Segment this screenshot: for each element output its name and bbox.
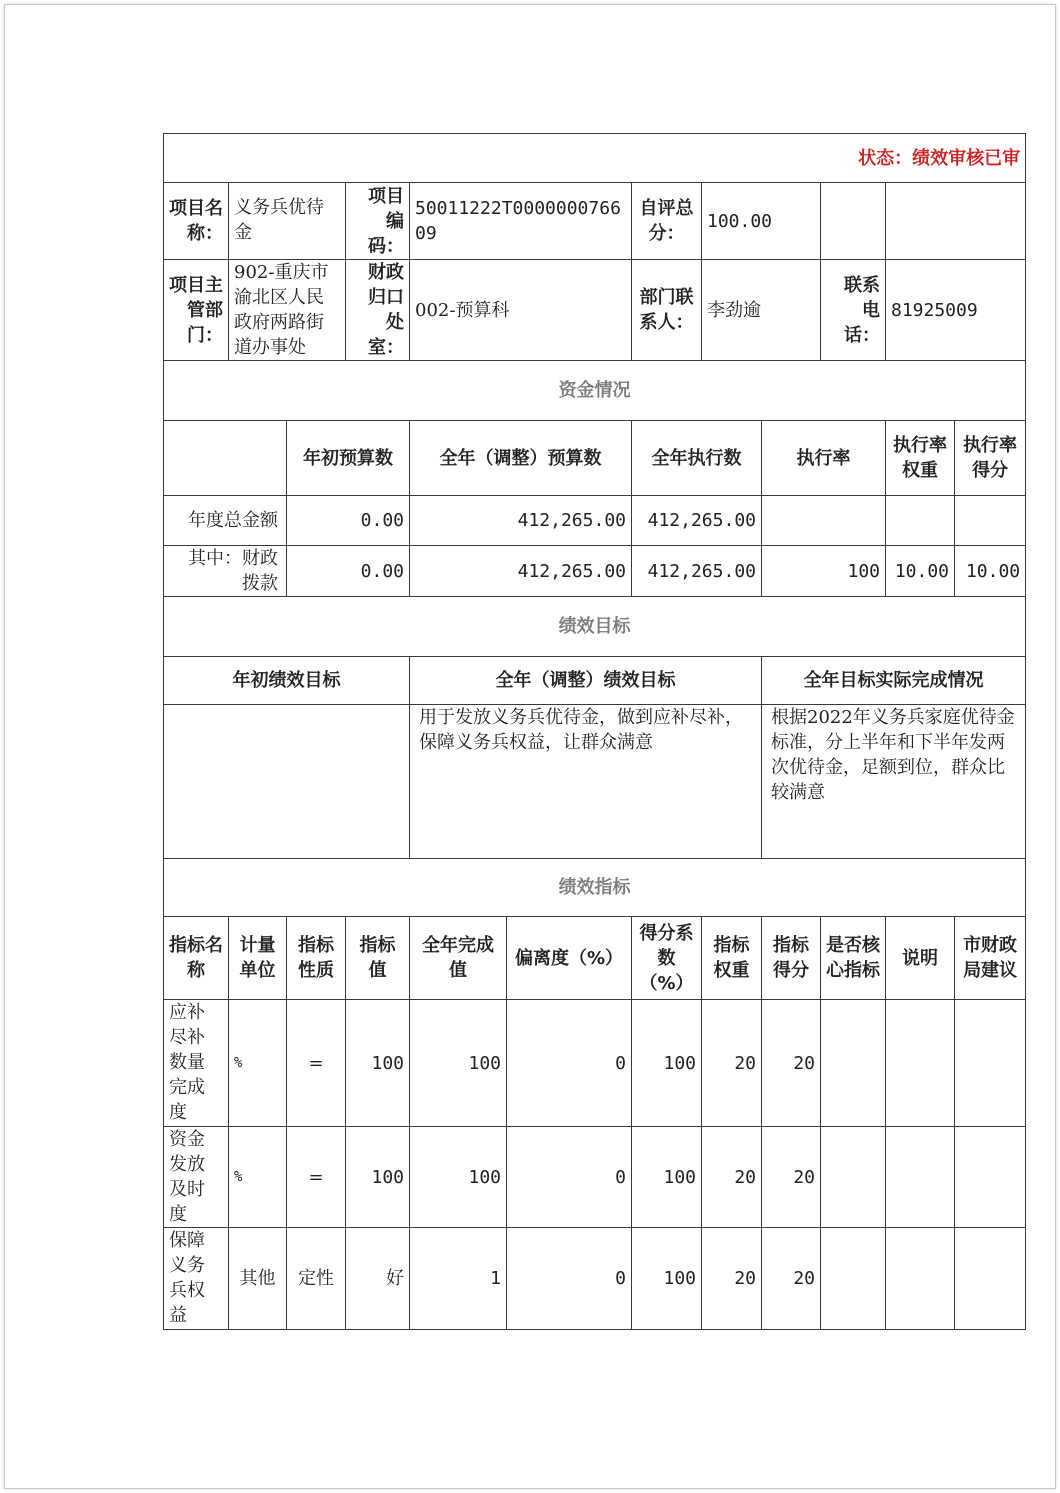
funds-weight [886,496,955,546]
phone-value: 81925009 [886,260,1026,361]
self-score-label: 自评总分： [632,183,702,260]
ind-core [821,1127,886,1228]
ind-target: 100 [346,1127,410,1228]
status-text: 状态：绩效审核已审 [164,134,1026,183]
funds-header-adjusted: 全年（调整）预算数 [410,421,632,496]
indicators-title-row [164,859,1026,917]
indicators-section-title: 绩效指标 [164,859,1026,917]
ind-target: 100 [346,1000,410,1127]
funds-section-title: 资金情况 [164,361,1026,421]
goals-header-adjusted: 全年（调整）绩效目标 [410,657,762,705]
ind-header-score: 指标得分 [762,917,821,1000]
goals-content-row [164,705,1026,859]
office-value: 002-预算科 [410,260,632,361]
ind-core [821,1228,886,1330]
ind-coef: 100 [632,1000,702,1127]
funds-initial: 0.00 [287,546,410,597]
ind-nature: = [287,1000,346,1127]
funds-score: 10.00 [955,546,1026,597]
ind-note [886,1127,955,1228]
goals-header-actual: 全年目标实际完成情况 [762,657,1026,705]
ind-coef: 100 [632,1228,702,1330]
office-label: 财政归口处室： [346,260,410,361]
ind-score: 20 [762,1000,821,1127]
ind-deviation: 0 [507,1228,632,1330]
goals-title-row [164,597,1026,657]
ind-actual: 1 [410,1228,507,1330]
contact-label: 部门联系人： [632,260,702,361]
ind-nature: = [287,1127,346,1228]
ind-header-coef: 得分系数（%） [632,917,702,1000]
goals-section-title: 绩效目标 [164,597,1026,657]
ind-header-deviation: 偏离度（%） [507,917,632,1000]
funds-adjusted: 412,265.00 [410,546,632,597]
project-code-value: 50011222T000000076609 [410,183,632,260]
status-row [164,134,1026,183]
indicator-row [164,1228,1026,1330]
ind-header-unit: 计量单位 [229,917,287,1000]
phone-label: 联系电话： [821,260,886,361]
performance-report-table [163,133,1026,1330]
funds-executed: 412,265.00 [632,496,762,546]
ind-advice [955,1000,1026,1127]
ind-name: 应补尽补数量完成度 [164,1000,229,1127]
funds-row-label: 其中：财政拨款 [164,546,287,597]
ind-unit: % [229,1127,287,1228]
funds-header-rate: 执行率 [762,421,886,496]
indicators-header-row [164,917,1026,1000]
ind-weight: 20 [702,1127,762,1228]
ind-advice [955,1127,1026,1228]
ind-deviation: 0 [507,1127,632,1228]
ind-actual: 100 [410,1000,507,1127]
project-row-2 [164,260,1026,361]
funds-header-executed: 全年执行数 [632,421,762,496]
indicator-row [164,1127,1026,1228]
ind-target: 好 [346,1228,410,1330]
goal-actual-text: 根据2022年义务兵家庭优待金标准，分上半年和下半年发两次优待金，足额到位，群众比较满意 [762,705,1026,859]
ind-core [821,1000,886,1127]
ind-score: 20 [762,1228,821,1330]
dept-label: 项目主管部门： [164,260,229,361]
funds-score [955,496,1026,546]
dept-value: 902-重庆市渝北区人民政府两路街道办事处 [229,260,346,361]
ind-name: 保障义务兵权益 [164,1228,229,1330]
ind-header-weight: 指标权重 [702,917,762,1000]
ind-unit: 其他 [229,1228,287,1330]
funds-row [164,496,1026,546]
funds-header-weight: 执行率权重 [886,421,955,496]
project-code-label: 项目编码： [346,183,410,260]
ind-header-note: 说明 [886,917,955,1000]
ind-header-nature: 指标性质 [287,917,346,1000]
empty-cell [886,183,1026,260]
ind-note [886,1000,955,1127]
contact-value: 李劲逾 [702,260,821,361]
self-score-value: 100.00 [702,183,821,260]
goals-header-row [164,657,1026,705]
funds-row-label: 年度总金额 [164,496,287,546]
funds-header-initial: 年初预算数 [287,421,410,496]
funds-rate [762,496,886,546]
funds-title-row [164,361,1026,421]
funds-header-row [164,421,1026,496]
goal-initial-text [164,705,410,859]
ind-header-name: 指标名称 [164,917,229,1000]
funds-initial: 0.00 [287,496,410,546]
ind-nature: 定性 [287,1228,346,1330]
ind-weight: 20 [702,1228,762,1330]
ind-name: 资金发放及时度 [164,1127,229,1228]
funds-row [164,546,1026,597]
ind-weight: 20 [702,1000,762,1127]
funds-adjusted: 412,265.00 [410,496,632,546]
ind-actual: 100 [410,1127,507,1228]
funds-executed: 412,265.00 [632,546,762,597]
funds-weight: 10.00 [886,546,955,597]
empty-cell [164,421,287,496]
ind-coef: 100 [632,1127,702,1228]
ind-advice [955,1228,1026,1330]
goal-adjusted-text: 用于发放义务兵优待金，做到应补尽补，保障义务兵权益，让群众满意 [410,705,762,859]
ind-unit: % [229,1000,287,1127]
ind-header-actual: 全年完成值 [410,917,507,1000]
ind-header-core: 是否核心指标 [821,917,886,1000]
ind-header-advice: 市财政局建议 [955,917,1026,1000]
project-row-1 [164,183,1026,260]
project-name-value: 义务兵优待金 [229,183,346,260]
ind-score: 20 [762,1127,821,1228]
empty-cell [821,183,886,260]
ind-header-target: 指标值 [346,917,410,1000]
funds-rate: 100 [762,546,886,597]
project-name-label: 项目名称： [164,183,229,260]
goals-header-initial: 年初绩效目标 [164,657,410,705]
funds-header-score: 执行率得分 [955,421,1026,496]
indicator-row [164,1000,1026,1127]
ind-note [886,1228,955,1330]
ind-deviation: 0 [507,1000,632,1127]
